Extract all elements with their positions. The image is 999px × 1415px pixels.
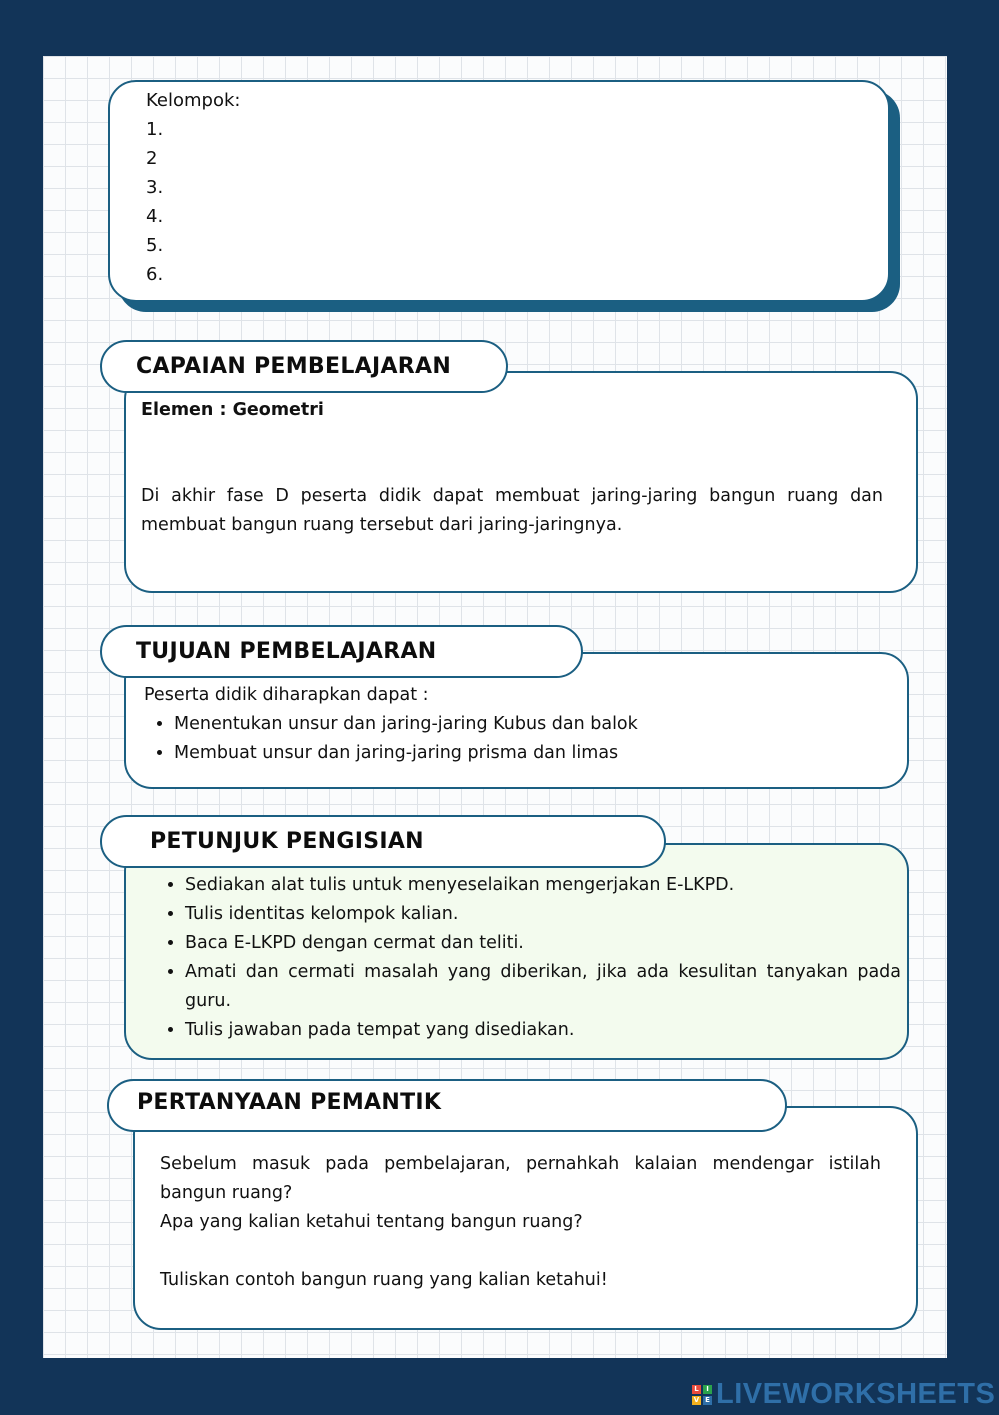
logo-letter: I [703, 1385, 712, 1394]
petunjuk-item: • Tulis jawaban pada tempat yang disediakan. [185, 1016, 901, 1045]
logo-letter: L [692, 1385, 701, 1394]
group-number-2: 2 [146, 148, 158, 169]
tujuan-list [154, 710, 894, 768]
petunjuk-item: • Sediakan alat tulis untuk menyeselaikan mengerjakan E-LKPD. [185, 871, 901, 900]
group-number-1: 1. [146, 119, 164, 140]
logo-grid-icon [692, 1385, 712, 1405]
logo-text: LIVEWORKSHEETS [716, 1378, 996, 1410]
tujuan-intro: Peserta didik diharapkan dapat : [144, 685, 429, 705]
pemantik-question-3: Tuliskan contoh bangun ruang yang kalian ketahui! [160, 1270, 608, 1290]
group-label: Kelompok: [146, 90, 241, 111]
petunjuk-list [165, 871, 901, 1045]
tujuan-item: • Membuat unsur dan jaring-jaring prisma dan limas [174, 739, 894, 768]
group-members-box [108, 80, 890, 302]
petunjuk-item: • Amati dan cermati masalah yang diberikan, jika ada kesulitan tanyakan pada guru. [185, 958, 901, 1016]
group-number-4: 4. [146, 206, 164, 227]
pemantik-question-1: Sebelum masuk pada pembelajaran, pernahkah kalaian mendengar istilah bangun ruang? [160, 1154, 881, 1203]
tujuan-section-title: TUJUAN PEMBELAJARAN [100, 625, 583, 678]
group-number-5: 5. [146, 235, 164, 256]
logo-letter: V [693, 1395, 700, 1404]
petunjuk-item: • Baca E-LKPD dengan cermat dan teliti. [185, 929, 901, 958]
group-number-3: 3. [146, 177, 164, 198]
capaian-text: Di akhir fase D peserta didik dapat membuat jaring-jaring bangun ruang dan membuat bangun ruang tersebut dari jaring-jaringnya. [141, 486, 883, 535]
tujuan-item: • Menentukan unsur dan jaring-jaring Kubus dan balok [174, 710, 894, 739]
petunjuk-item: • Tulis identitas kelompok kalian. [185, 900, 901, 929]
capaian-element: Elemen : Geometri [141, 400, 324, 420]
pemantik-section-title: PERTANYAAN PEMANTIK [107, 1079, 787, 1132]
capaian-section-title: CAPAIAN PEMBELAJARAN [100, 340, 508, 393]
pemantik-question-2: Apa yang kalian ketahui tentang bangun ruang? [160, 1212, 583, 1232]
petunjuk-section-title: PETUNJUK PENGISIAN [100, 815, 666, 868]
liveworksheets-logo [692, 1378, 995, 1411]
group-number-6: 6. [146, 264, 164, 285]
logo-letter: E [703, 1396, 712, 1405]
